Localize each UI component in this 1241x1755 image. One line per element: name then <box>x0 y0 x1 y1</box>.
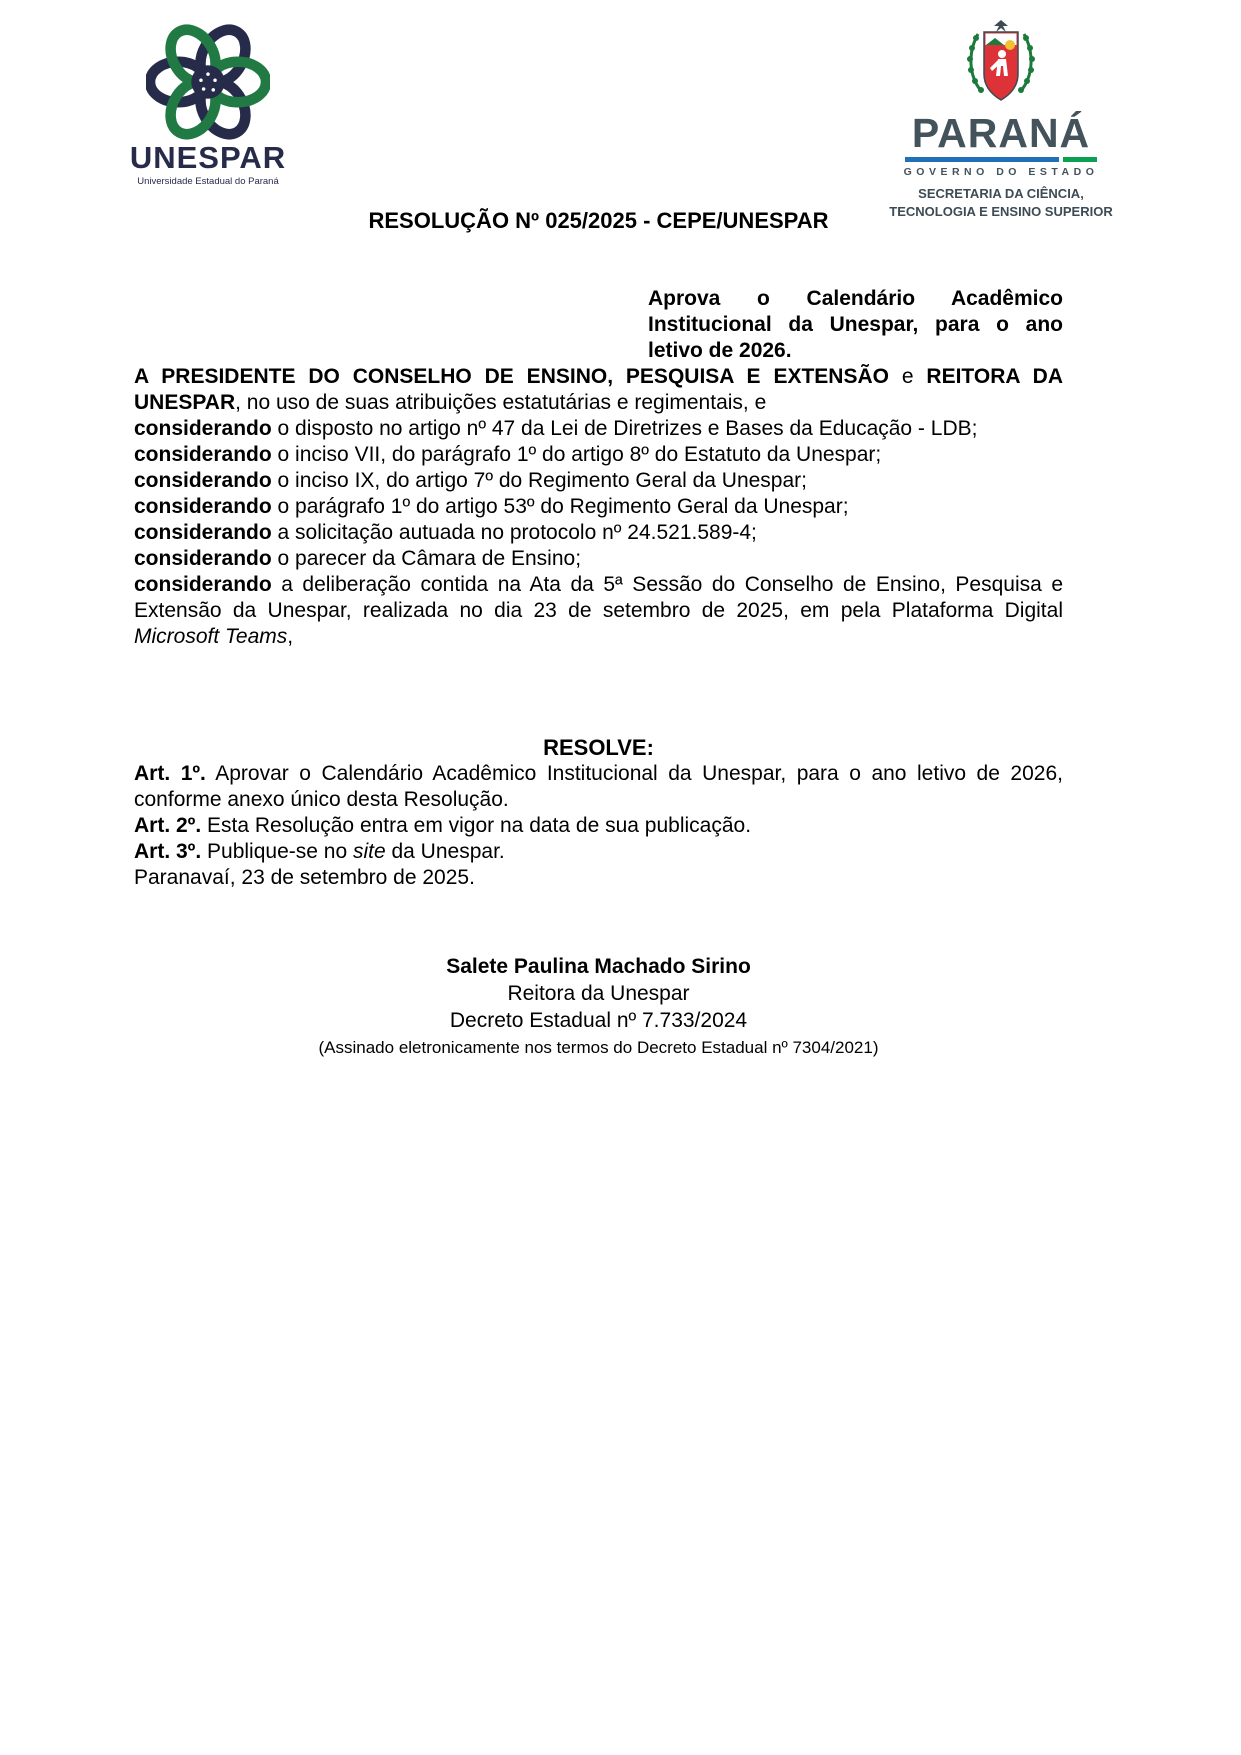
parana-government-label: GOVERNO DO ESTADO <box>903 166 1099 178</box>
article-3 <box>134 839 1063 865</box>
considerando-paragraph-3 <box>134 468 1063 494</box>
resolution-title: RESOLUÇÃO Nº 025/2025 - CEPE/UNESPAR <box>368 208 829 233</box>
signature-decree: Decreto Estadual nº 7.733/2024 <box>449 1009 748 1032</box>
article-text: Aprovar o Calendário Acadêmico Institucional da Unespar, para o ano letivo de 2026, conforme anexo único desta Resolução. <box>134 762 1063 811</box>
considerando-label: considerando <box>134 443 272 466</box>
considerando-paragraph-4 <box>134 494 1063 520</box>
considerando-text: o inciso IX, do artigo 7º do Regimento Geral da Unespar; <box>271 469 807 492</box>
article-prefix: Art. 2º. <box>134 814 202 837</box>
considerando-paragraph-7 <box>134 572 1063 650</box>
considerando-text: o disposto no artigo nº 47 da Lei de Diretrizes e Bases da Educação - LDB; <box>271 417 978 440</box>
parana-rule <box>905 157 1097 162</box>
preamble-bold-1: A PRESIDENTE DO CONSELHO DE ENSINO, PESQUISA E EXTENSÃO <box>134 365 889 388</box>
considerando-text: a deliberação contida na Ata da 5ª Sessão do Conselho de Ensino, Pesquisa e Extensão da Unespar, realizada no dia 23 de setembro de 2025, em pela Plataforma Digital <box>134 573 1063 622</box>
parana-wordmark: PARANÁ <box>911 110 1091 156</box>
article-text: Esta Resolução entra em vigor na data de sua publicação. <box>201 814 752 837</box>
preamble-bold-2: REITORA DA UNESPAR <box>134 365 1063 414</box>
considerando-text: o parágrafo 1º do artigo 53º do Regimento Geral da Unespar; <box>271 495 849 518</box>
page-header <box>0 0 1241 219</box>
parana-rule-green <box>1063 157 1097 162</box>
signature-note: (Assinado eletronicamente nos termos do Decreto Estadual nº 7304/2021) <box>318 1038 879 1057</box>
considerando-text: a solicitação autuada no protocolo nº 24.521.589-4; <box>271 521 757 544</box>
unespar-logo <box>128 24 288 187</box>
considerando-label: considerando <box>134 495 272 518</box>
signature-role: Reitora da Unespar <box>507 982 690 1005</box>
considerando-label: considerando <box>134 417 272 440</box>
considerando-text: o parecer da Câmara de Ensino; <box>271 547 582 570</box>
dateline: Paranavaí, 23 de setembro de 2025. <box>134 866 475 889</box>
parana-coat-of-arms-icon <box>958 18 1044 111</box>
considerando-suffix: , <box>287 625 294 648</box>
unespar-wordmark: UNESPAR <box>129 140 287 175</box>
parana-logo <box>836 18 1166 220</box>
considerando-label: considerando <box>134 521 272 544</box>
document-body <box>134 208 1063 1061</box>
epigraph: Aprova o Calendário Acadêmico Institucional da Unespar, para o ano letivo de 2026. <box>648 287 1063 362</box>
article-2 <box>134 813 1063 839</box>
considerando-italic: Microsoft Teams <box>134 625 288 648</box>
considerando-paragraph-2 <box>134 442 1063 468</box>
considerando-text: o inciso VII, do parágrafo 1º do artigo 8º do Estatuto da Unespar; <box>271 443 882 466</box>
article-italic: site <box>352 840 386 863</box>
article-prefix: Art. 1º. <box>134 762 206 785</box>
considerando-paragraph-5 <box>134 520 1063 546</box>
article-suffix: da Unespar. <box>385 840 505 863</box>
article-text: Publique-se no <box>201 840 353 863</box>
considerando-label: considerando <box>134 469 272 492</box>
secretariat-line1: SECRETARIA DA CIÊNCIA, <box>918 186 1084 201</box>
considerando-label: considerando <box>134 547 272 570</box>
parana-rule-blue <box>905 157 1059 162</box>
considerando-paragraph-6 <box>134 546 1063 572</box>
considerando-paragraph-1 <box>134 416 1063 442</box>
preamble-rest: , no uso de suas atribuições estatutárias e regimentais, e <box>235 391 767 414</box>
unespar-subtitle: Universidade Estadual do Paraná <box>137 176 279 187</box>
preamble-mid: e <box>888 365 927 388</box>
considerando-label: considerando <box>134 573 272 596</box>
secretariat-line2: TECNOLOGIA E ENSINO SUPERIOR <box>889 203 1113 219</box>
signature-name: Salete Paulina Machado Sirino <box>446 955 751 978</box>
article-1 <box>134 761 1063 813</box>
signature-block <box>134 953 1063 1061</box>
resolve-heading: RESOLVE: <box>543 735 654 760</box>
unespar-knot-icon <box>146 24 270 140</box>
article-prefix: Art. 3º. <box>134 840 202 863</box>
preamble-paragraph <box>134 364 1063 416</box>
